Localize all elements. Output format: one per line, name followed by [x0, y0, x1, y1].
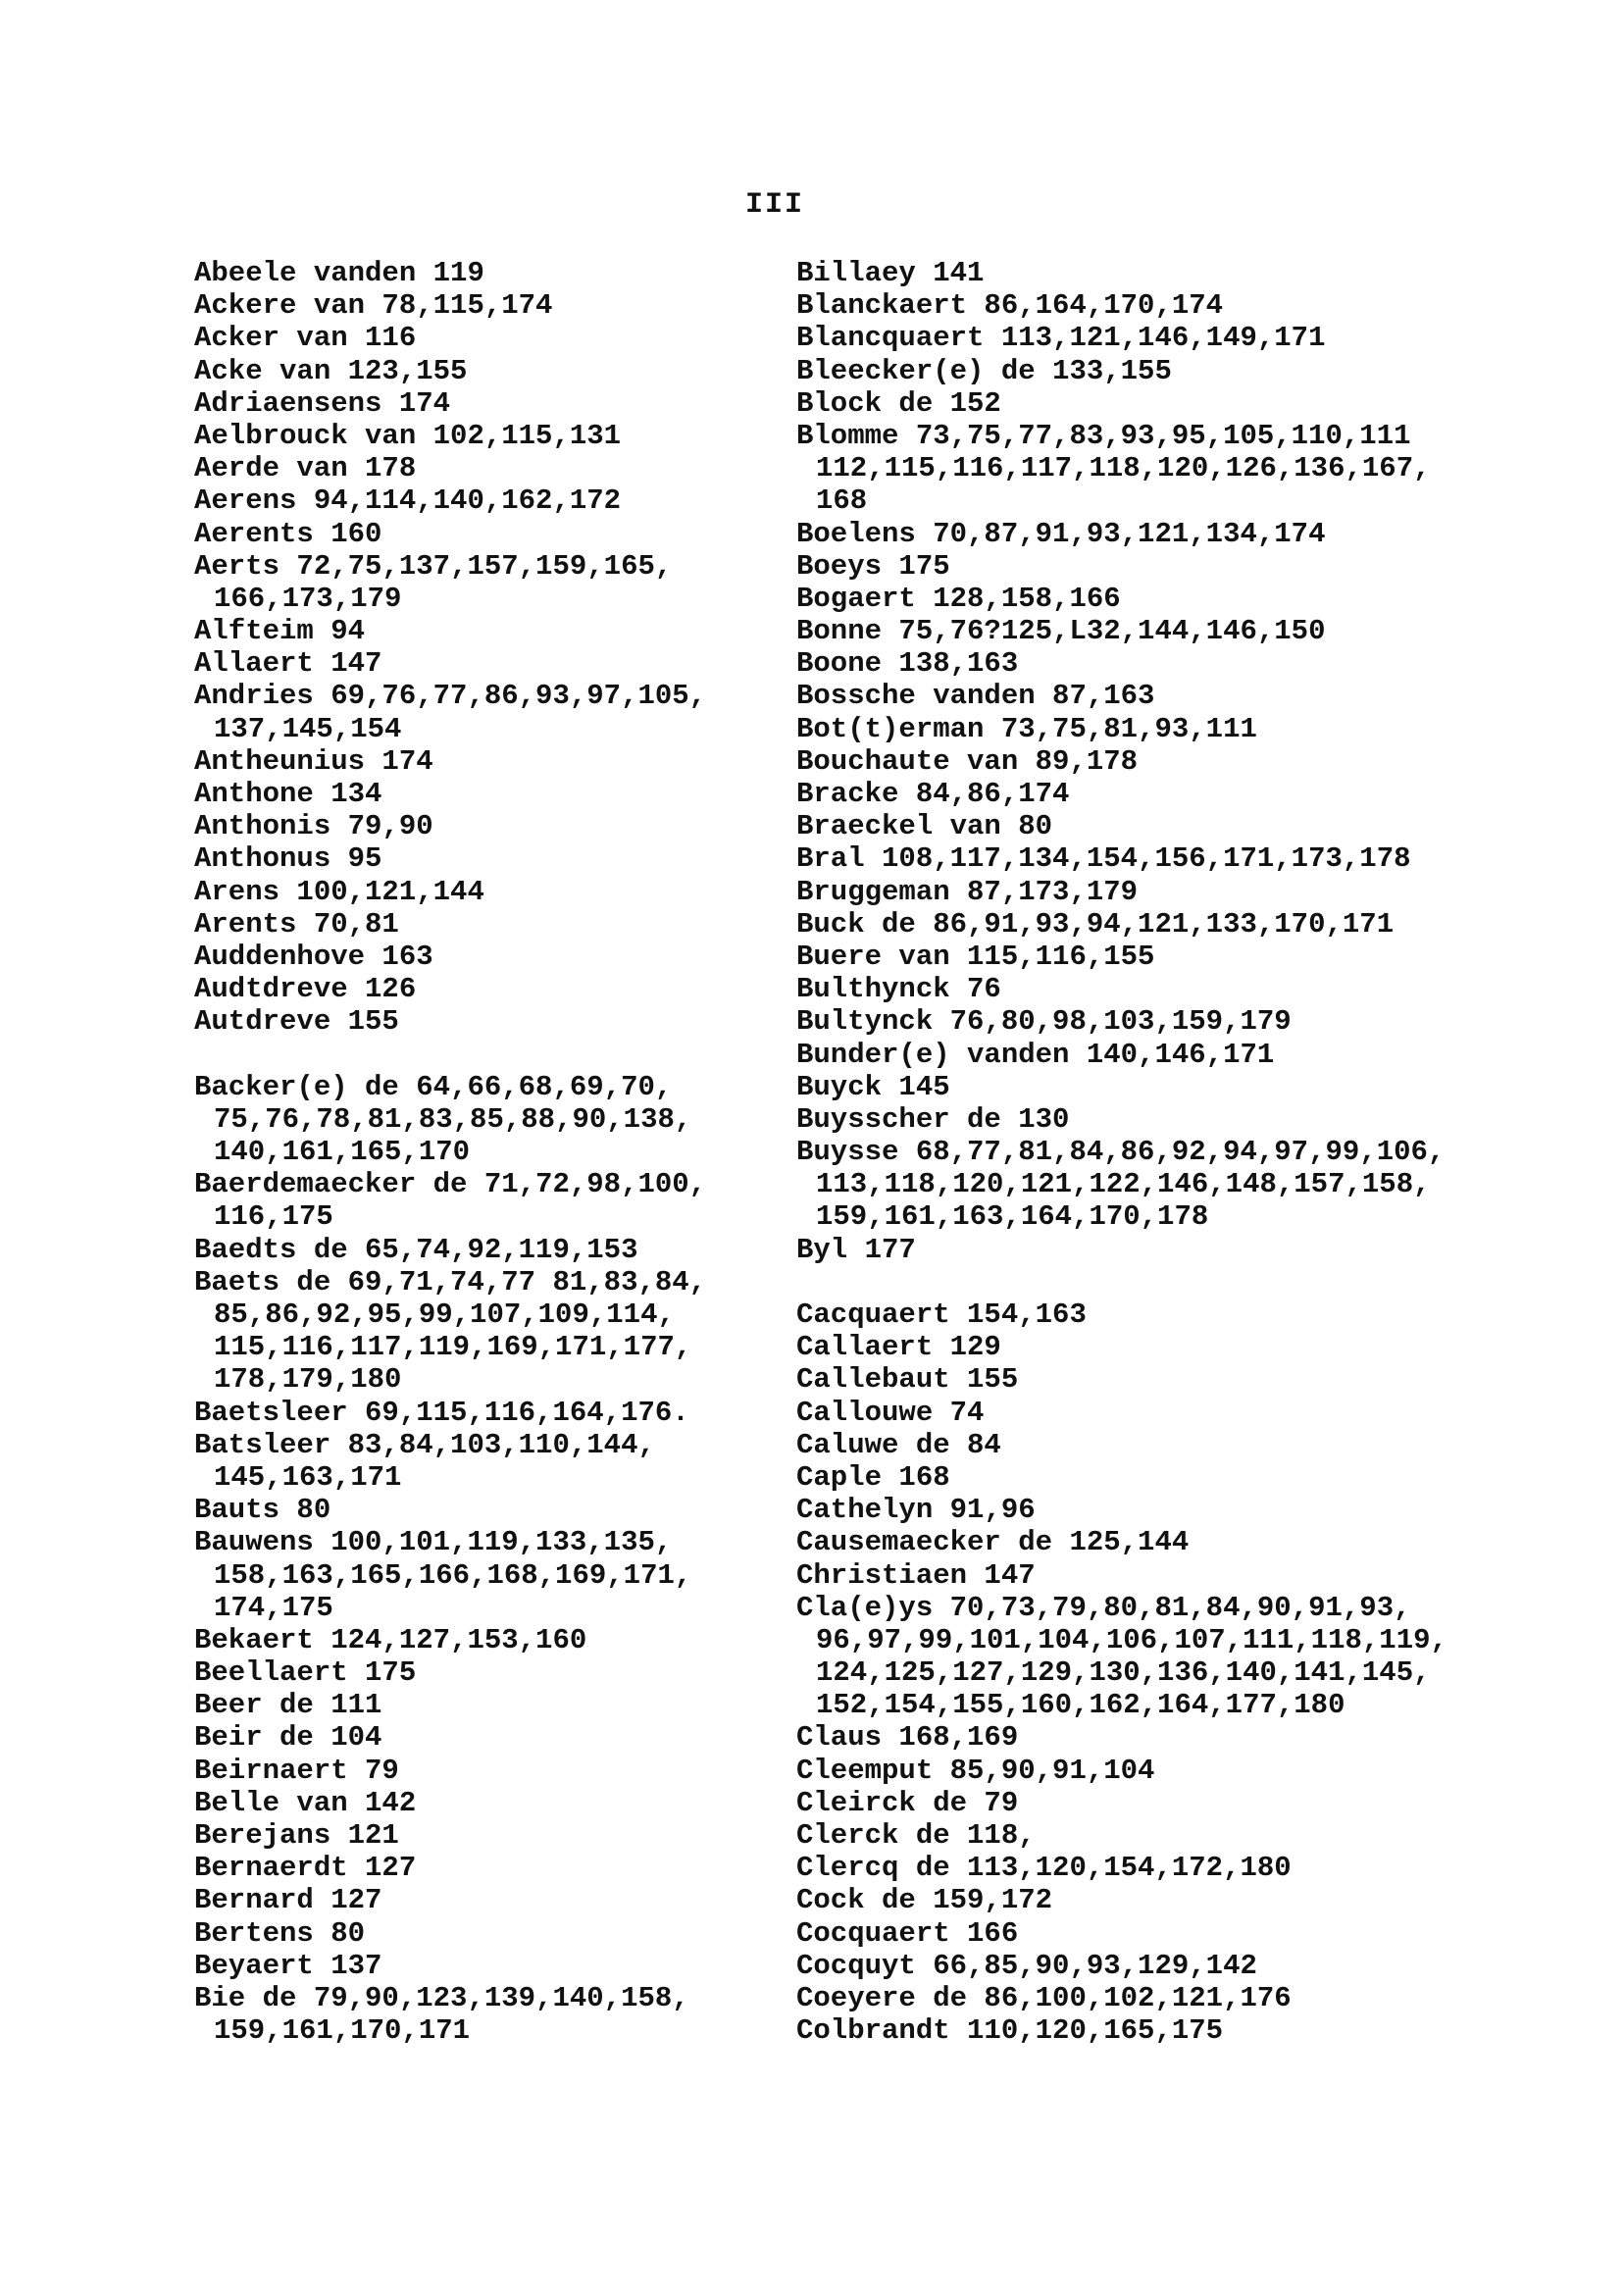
index-entry: Billaey 141: [796, 257, 985, 289]
index-entry: Bossche vanden 87,163: [796, 680, 1155, 713]
index-entry: Aerents 160: [194, 517, 382, 550]
section-spacer: [194, 1039, 802, 1071]
index-entry: Beer de 111: [194, 1689, 382, 1722]
index-entry: Boeys 175: [796, 549, 950, 583]
index-entry-continuation: 159,161,170,171: [214, 2014, 471, 2048]
index-entry: Bie de 79,90,123,139,140,158,: [194, 1981, 689, 2014]
index-entry: Baets de 69,71,74,77 81,83,84,: [194, 1265, 707, 1298]
index-entry-continuation: 112,115,116,117,118,120,126,136,167,: [816, 452, 1431, 485]
index-entry-continuation: 115,116,117,119,169,171,177,: [214, 1331, 692, 1364]
index-entry: Claus 168,169: [796, 1721, 1019, 1755]
index-entry: Allaert 147: [194, 647, 382, 681]
index-entry: Coeyere de 86,100,102,121,176: [796, 1981, 1292, 2014]
index-entry: Buysscher de 130: [796, 1102, 1070, 1136]
index-entry: Acke van 123,155: [194, 354, 468, 387]
index-entry: Blanckaert 86,164,170,174: [796, 289, 1224, 323]
index-entry: Bertens 80: [194, 1916, 366, 1950]
index-entry: Arents 70,81: [194, 907, 399, 941]
index-entry: Aelbrouck van 102,115,131: [194, 419, 622, 452]
index-entry-continuation: 166,173,179: [214, 582, 402, 615]
index-entry: Audtdreve 126: [194, 973, 417, 1006]
index-entry: Caple 168: [796, 1460, 950, 1494]
index-entry: Braeckel van 80: [796, 810, 1053, 843]
index-entry-continuation: 174,175: [214, 1591, 333, 1624]
index-entry: Aerde van 178: [194, 452, 417, 485]
index-entry-continuation: 113,118,120,121,122,146,148,157,158,: [816, 1168, 1431, 1201]
index-entry: Aerens 94,114,140,162,172: [194, 484, 622, 518]
index-entry: Bleecker(e) de 133,155: [796, 354, 1172, 387]
index-entry: Colbrandt 110,120,165,175: [796, 2014, 1224, 2048]
index-entry: Buyck 145: [796, 1070, 950, 1103]
index-entry-continuation: 116,175: [214, 1200, 333, 1234]
index-entry-continuation: 178,179,180: [214, 1363, 402, 1397]
index-entry: Bot(t)erman 73,75,81,93,111: [796, 712, 1257, 745]
index-entry: Callouwe 74: [796, 1396, 985, 1429]
index-entry: Cleirck de 79: [796, 1786, 1019, 1819]
index-entry: Bonne 75,76?125,L32,144,146,150: [796, 615, 1326, 648]
index-entry: Auddenhove 163: [194, 940, 433, 973]
index-entry: Buck de 86,91,93,94,121,133,170,171: [796, 907, 1395, 941]
index-entry-continuation: 96,97,99,101,104,106,107,111,118,119,: [816, 1623, 1447, 1656]
index-entry: Belle van 142: [194, 1786, 417, 1819]
index-entry: Andries 69,76,77,86,93,97,105,: [194, 680, 707, 713]
index-entry: Beyaert 137: [194, 1949, 382, 1982]
index-entry: Bauts 80: [194, 1494, 331, 1527]
page-number: III: [744, 188, 804, 222]
index-entry: Blomme 73,75,77,83,93,95,105,110,111: [796, 419, 1411, 452]
index-entry: Buere van 115,116,155: [796, 940, 1155, 973]
index-entry: Autdreve 155: [194, 1005, 399, 1039]
index-entry: Caluwe de 84: [796, 1428, 1001, 1461]
index-entry: Cathelyn 91,96: [796, 1494, 1036, 1527]
index-entry: Antheunius 174: [194, 744, 433, 778]
index-entry: Bernaerdt 127: [194, 1852, 417, 1885]
index-entry: Bernard 127: [194, 1884, 382, 1917]
index-entry: Beirnaert 79: [194, 1754, 399, 1787]
index-entry: Anthonus 95: [194, 842, 382, 876]
index-entry-continuation: 152,154,155,160,162,164,177,180: [816, 1689, 1345, 1722]
index-entry: Arens 100,121,144: [194, 875, 484, 908]
index-entry: Bogaert 128,158,166: [796, 582, 1121, 615]
index-entry: Cocquaert 166: [796, 1916, 1019, 1950]
index-entry: Causemaecker de 125,144: [796, 1526, 1190, 1559]
index-entry: Bekaert 124,127,153,160: [194, 1623, 587, 1656]
index-column-left: [194, 257, 802, 2047]
index-entry-continuation: 75,76,78,81,83,85,88,90,138,: [214, 1102, 692, 1136]
index-entry: Anthone 134: [194, 778, 382, 810]
index-entry: Backer(e) de 64,66,68,69,70,: [194, 1070, 673, 1103]
index-entry: Bulthynck 76: [796, 973, 1001, 1006]
index-entry: Cleemput 85,90,91,104: [796, 1754, 1155, 1787]
index-entry: Callebaut 155: [796, 1363, 1019, 1397]
index-entry: Bunder(e) vanden 140,146,171: [796, 1038, 1275, 1071]
index-entry-continuation: 85,86,92,95,99,107,109,114,: [214, 1298, 675, 1331]
index-entry: Clercq de 113,120,154,172,180: [796, 1852, 1292, 1885]
index-entry: Boelens 70,87,91,93,121,134,174: [796, 517, 1326, 550]
index-entry: Batsleer 83,84,103,110,144,: [194, 1428, 655, 1461]
index-entry: Bultynck 76,80,98,103,159,179: [796, 1005, 1292, 1039]
index-entry: Clerck de 118,: [796, 1819, 1036, 1852]
index-entry: Aerts 72,75,137,157,159,165,: [194, 549, 673, 583]
index-entry-continuation: 140,161,165,170: [214, 1136, 471, 1169]
index-entry: Callaert 129: [796, 1331, 1001, 1364]
index-entry: Acker van 116: [194, 322, 417, 355]
index-entry: Beellaert 175: [194, 1656, 417, 1690]
index-entry: Baedts de 65,74,92,119,153: [194, 1233, 638, 1266]
index-entry-continuation: 158,163,165,166,168,169,171,: [214, 1558, 692, 1592]
index-entry: Abeele vanden 119: [194, 257, 484, 289]
index-entry: Byl 177: [796, 1233, 916, 1266]
index-entry: Anthonis 79,90: [194, 810, 433, 843]
index-entry-continuation: 168: [816, 484, 868, 518]
section-spacer: [796, 1266, 1571, 1298]
index-entry-continuation: 124,125,127,129,130,136,140,141,145,: [816, 1656, 1431, 1690]
index-entry: Baerdemaecker de 71,72,98,100,: [194, 1168, 707, 1201]
index-entry: Bracke 84,86,174: [796, 778, 1070, 810]
index-entry: Ackere van 78,115,174: [194, 289, 553, 323]
index-entry: Blancquaert 113,121,146,149,171: [796, 322, 1326, 355]
index-entry: Cock de 159,172: [796, 1884, 1053, 1917]
index-entry: Alfteim 94: [194, 615, 366, 648]
index-entry: Cacquaert 154,163: [796, 1298, 1087, 1331]
index-column-right: [796, 257, 1571, 2047]
index-entry: Boone 138,163: [796, 647, 1019, 681]
index-entry: Berejans 121: [194, 1819, 399, 1852]
index-entry: Adriaensens 174: [194, 386, 451, 420]
index-entry: Bauwens 100,101,119,133,135,: [194, 1526, 673, 1559]
index-entry-continuation: 159,161,163,164,170,178: [816, 1200, 1209, 1234]
index-entry: Bouchaute van 89,178: [796, 744, 1139, 778]
index-entry-continuation: 137,145,154: [214, 712, 402, 745]
index-entry: Baetsleer 69,115,116,164,176.: [194, 1396, 689, 1429]
index-entry: Bral 108,117,134,154,156,171,173,178: [796, 842, 1411, 876]
index-entry: Bruggeman 87,173,179: [796, 875, 1139, 908]
index-entry-continuation: 145,163,171: [214, 1460, 402, 1494]
index-entry: Buysse 68,77,81,84,86,92,94,97,99,106,: [796, 1136, 1446, 1169]
index-entry: Block de 152: [796, 386, 1001, 420]
index-entry: Cla(e)ys 70,73,79,80,81,84,90,91,93,: [796, 1591, 1411, 1624]
index-entry: Beir de 104: [194, 1721, 382, 1755]
index-entry: Cocquyt 66,85,90,93,129,142: [796, 1949, 1257, 1982]
index-entry: Christiaen 147: [796, 1558, 1036, 1592]
